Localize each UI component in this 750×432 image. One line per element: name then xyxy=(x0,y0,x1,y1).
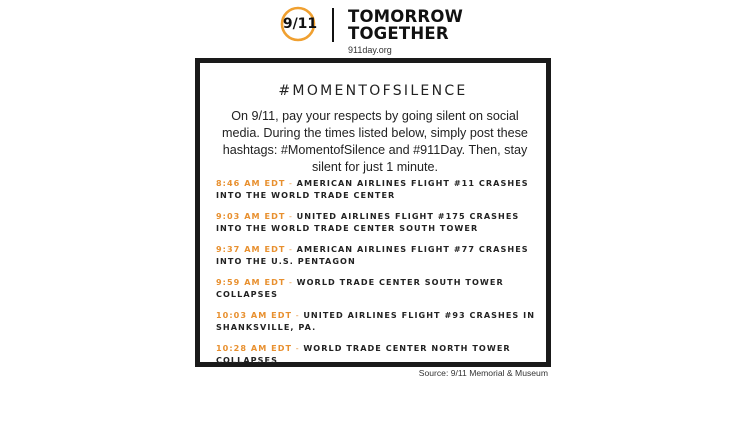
timeline-event xyxy=(216,178,536,211)
source-credit: Source: 9/11 Memorial & Museum xyxy=(418,368,548,378)
event-description: AMERICAN AIRLINES FLIGHT #11 CRASHES INTO THE WORLD TRADE CENTER xyxy=(216,178,529,200)
event-time: 8:46 AM EDT xyxy=(216,178,286,188)
logo xyxy=(280,4,470,56)
card-intro: On 9/11, pay your respects by going silent on social media. During the times listed below, simply post these hashtags: #MomentofSilence and #911Day. Then, stay silent for just 1 minute. xyxy=(222,109,528,174)
timeline-event xyxy=(216,211,536,244)
event-separator: - xyxy=(292,343,304,353)
card-title: #MOMENTOFSILENCE xyxy=(278,83,468,99)
logo-url: 911day.org xyxy=(348,45,392,55)
timeline-event xyxy=(216,244,536,277)
timeline-event xyxy=(216,310,536,343)
event-time: 10:03 AM EDT xyxy=(216,310,293,320)
event-time: 9:03 AM EDT xyxy=(216,211,286,221)
event-separator: - xyxy=(285,277,297,287)
logo-divider xyxy=(332,8,334,42)
timeline-event xyxy=(216,277,536,310)
logo-line-2: TOGETHER xyxy=(348,24,449,43)
logo-line-1: TOMORROW xyxy=(348,7,463,26)
moment-of-silence-card xyxy=(195,58,551,367)
event-description: WORLD TRADE CENTER NORTH TOWER COLLAPSES xyxy=(216,343,511,365)
logo-mark-text: 9/11 xyxy=(282,16,318,32)
event-separator: - xyxy=(285,244,297,254)
event-time: 9:37 AM EDT xyxy=(216,244,286,254)
event-description: UNITED AIRLINES FLIGHT #93 CRASHES IN SHANKSVILLE, PA. xyxy=(216,310,536,332)
event-timeline xyxy=(216,178,536,376)
event-description: AMERICAN AIRLINES FLIGHT #77 CRASHES INTO THE U.S. PENTAGON xyxy=(216,244,529,266)
event-separator: - xyxy=(285,211,297,221)
event-separator: - xyxy=(292,310,304,320)
event-time: 10:28 AM EDT xyxy=(216,343,293,353)
event-time: 9:59 AM EDT xyxy=(216,277,286,287)
event-separator: - xyxy=(285,178,297,188)
event-description: WORLD TRADE CENTER SOUTH TOWER COLLAPSES xyxy=(216,277,504,299)
event-description: UNITED AIRLINES FLIGHT #175 CRASHES INTO THE WORLD TRADE CENTER SOUTH TOWER xyxy=(216,211,520,233)
